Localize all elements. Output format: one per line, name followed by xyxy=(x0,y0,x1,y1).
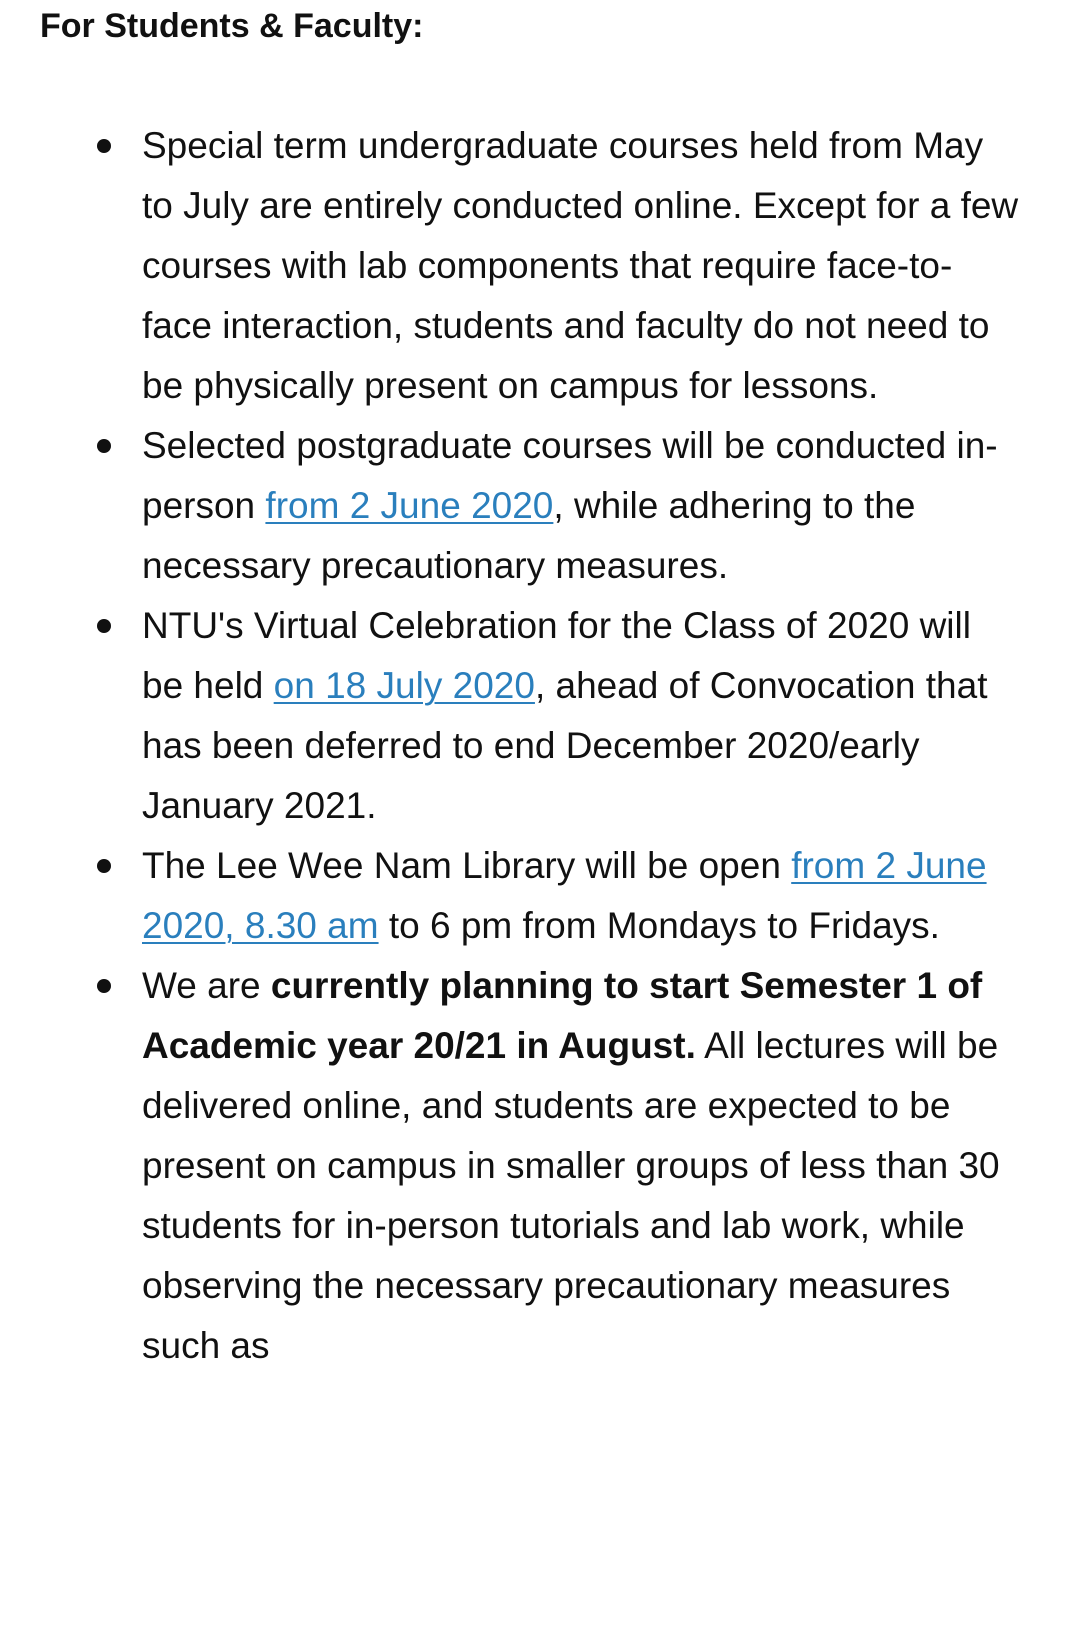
date-link-2-june[interactable]: from 2 June 2020 xyxy=(265,485,554,526)
bullet-bold-text: currently planning to start Semester 1 of Academic year 20/21 in August. xyxy=(142,965,983,1066)
list-item xyxy=(0,836,1079,956)
bullet-text-after: All lectures will be delivered online, and students are expected to be present on campus in smaller groups of less than 30 students for in-person tutorials and lab work, while observing the necessary precautionary measures such as xyxy=(142,1025,1000,1366)
bullet-text-after: , while adhering to the necessary precautionary measures. xyxy=(142,485,916,586)
bullet-text-before: We are xyxy=(142,965,271,1006)
bullet-dot-icon xyxy=(97,139,111,153)
date-link-18-july[interactable]: on 18 July 2020 xyxy=(273,665,535,706)
date-link-library-opening[interactable]: from 2 June 2020, 8.30 am xyxy=(142,845,987,946)
list-item xyxy=(0,116,1079,416)
bullet-text-before: The Lee Wee Nam Library will be open xyxy=(142,845,792,886)
bullet-text: Special term undergraduate courses held from May to July are entirely conducted online. Except for a few courses with lab components that require face-to-face interaction, students and faculty do not need to be physically present on campus for lessons. xyxy=(142,125,1019,406)
bullet-text-before: Selected postgraduate courses will be conducted in-person xyxy=(142,425,998,526)
bullet-text-before: NTU's Virtual Celebration for the Class of 2020 will be held xyxy=(142,605,971,706)
list-item xyxy=(0,416,1079,596)
list-item xyxy=(0,956,1079,1376)
bullet-text-after: , ahead of Convocation that has been deferred to end December 2020/early January 2021. xyxy=(142,665,988,826)
list-item xyxy=(0,596,1079,836)
bullet-list xyxy=(0,116,1079,1376)
bullet-dot-icon xyxy=(97,619,111,633)
bullet-dot-icon xyxy=(97,979,111,993)
bullet-text-after: to 6 pm from Mondays to Fridays. xyxy=(378,905,940,946)
section-heading: For Students & Faculty: xyxy=(40,7,424,45)
bullet-dot-icon xyxy=(97,439,111,453)
bullet-dot-icon xyxy=(97,859,111,873)
